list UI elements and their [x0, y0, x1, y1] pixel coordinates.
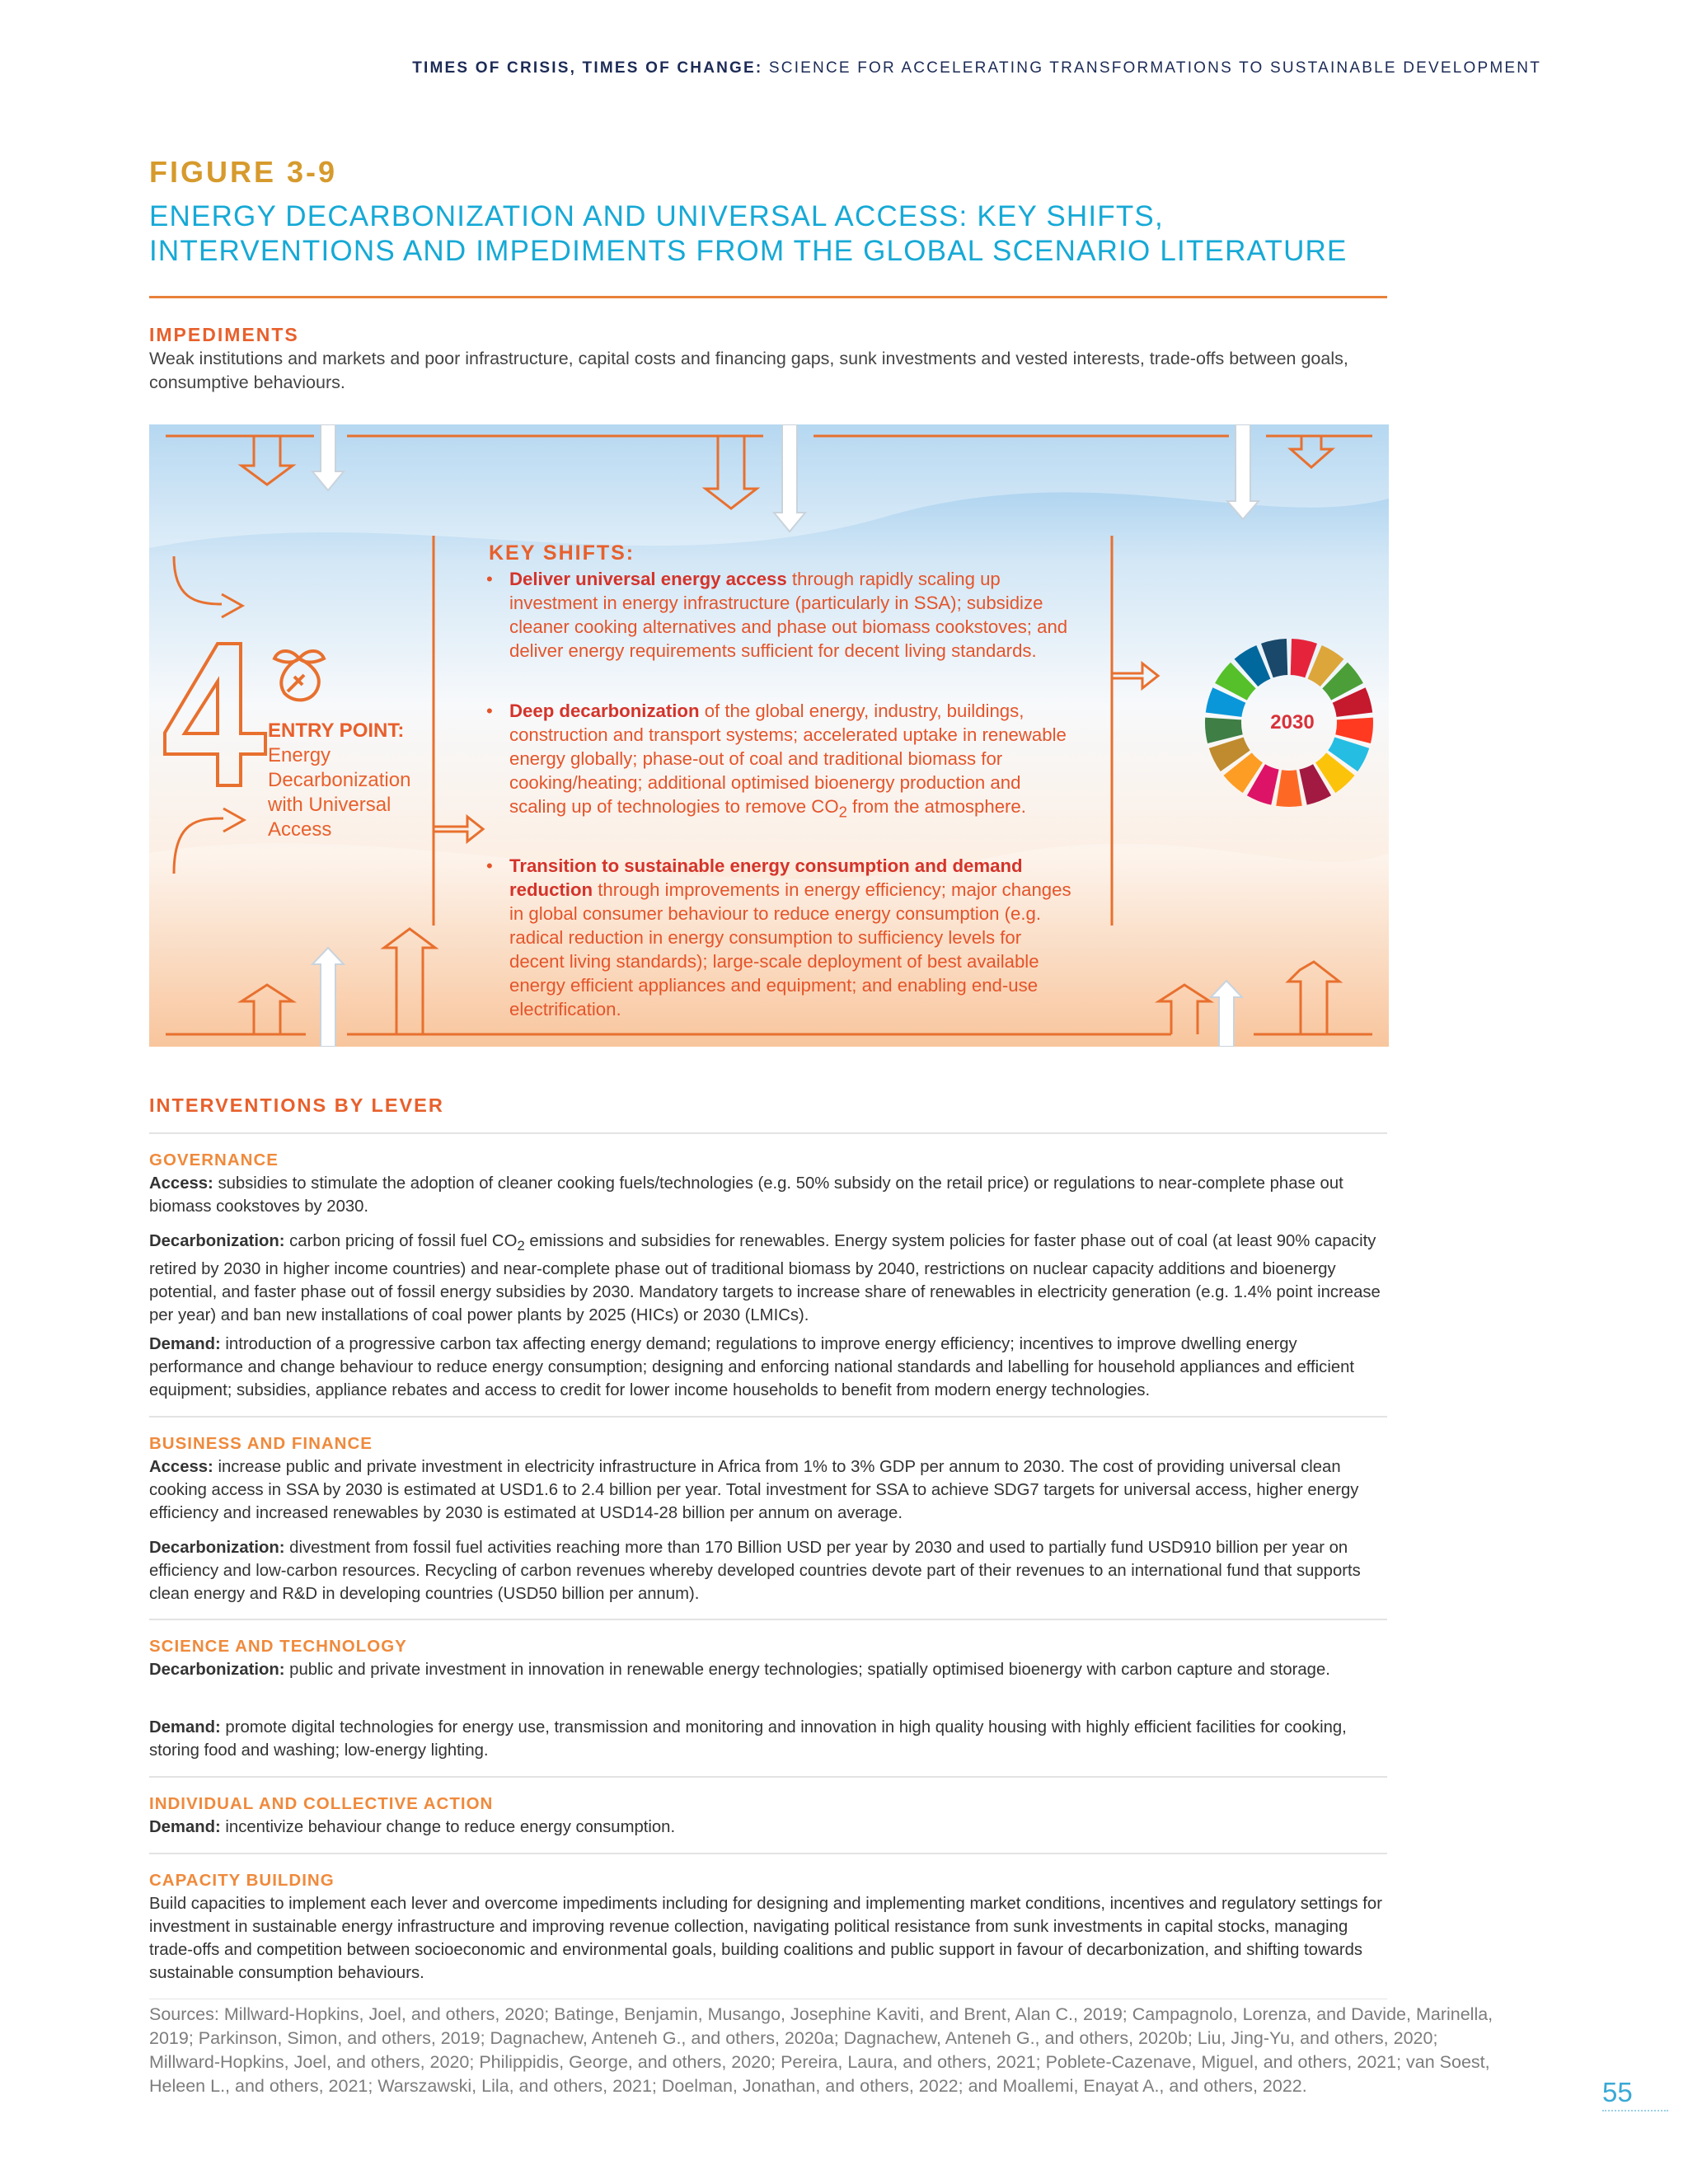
governance-demand-text: introduction of a progressive carbon tax affecting energy demand; regulations to improve energy efficiency; incentives to improve dwelling energy performance and change behaviour to reduce energy consumption; designing and enforcing national standards and labelling for household appliances and efficient equipment; subsidies, appliance rebates and access to credit for lower income households to benefit from modern energy technologies.	[149, 1335, 1355, 1399]
running-header-bold: TIMES OF CRISIS, TIMES OF CHANGE:	[412, 59, 763, 77]
figure-label: FIGURE 3-9	[149, 155, 338, 189]
impediments-heading: IMPEDIMENTS	[149, 324, 299, 345]
page-number-underline	[1602, 2110, 1668, 2111]
shift-1-text: through rapidly scaling up investment in energy infrastructure (particularly in SSA); subsidize cleaner cooking alternatives and phase out biomass cookstoves; and deliver energy requirements sufficient for decent living standards.	[509, 569, 1068, 661]
shift-2-tail: from the atmosphere.	[846, 796, 1026, 817]
governance-demand	[149, 1333, 1387, 1402]
sdg-segment	[1276, 770, 1301, 807]
science-demand-text: promote digital technologies for energy use, transmission and monitoring and innovation in high quality housing with highly efficient facilities for cooking, storing food and washing; low-energy lighting.	[149, 1718, 1347, 1760]
individual-action-heading: INDIVIDUAL AND COLLECTIVE ACTION	[149, 1794, 494, 1813]
science-decarb-label: Decarbonization:	[149, 1661, 285, 1679]
divider	[149, 1416, 1387, 1418]
shift-2-bold: Deep decarbonization	[509, 701, 700, 721]
governance-heading: GOVERNANCE	[149, 1151, 279, 1169]
title-divider	[149, 296, 1387, 298]
business-decarb-text: divestment from fossil fuel activities reaching more than 170 Billion USD per year by 2030 and used to partially fund USD910 billion per year on efficiency and low-carbon resources. Recycling of carbon revenues whereby developed countries devote part of their revenues to an international fund that supports clean energy and R&D in developing countries (USD50 billion per annum).	[149, 1539, 1361, 1603]
business-access	[149, 1455, 1387, 1525]
governance-decarb-sub: 2	[517, 1238, 525, 1254]
sources-text: Sources: Millward-Hopkins, Joel, and others, 2020; Batinge, Benjamin, Musango, Josephine Kaviti, and Brent, Alan C., 2019; Campagnolo, Lorenza, and Davide, Marinella, 2019; Parkinson, Simon, and others, 2019; Dagnachew, Anteneh G., and others, 2020a; Dagnachew, Anteneh G., and others, 2020b; Liu, Jing-Yu, and others, 2020; Millward-Hopkins, Joel, and others, 2020; Philippidis, George, and others, 2020; Pereira, Laura, and others, 2021; Poblete-Cazenave, Miguel, and others, 2021; van Soest, Heleen L., and others, 2021; Warszawski, Lila, and others, 2021; Doelman, Jonathan, and others, 2022; and Moallemi, Enayat A., and others, 2022.	[149, 2004, 1493, 2096]
business-finance-heading: BUSINESS AND FINANCE	[149, 1434, 373, 1453]
figure-title: ENERGY DECARBONIZATION AND UNIVERSAL ACCESS: KEY SHIFTS, INTERVENTIONS AND IMPEDIMENTS FROM THE GLOBAL SCENARIO LITERATURE	[149, 200, 1348, 267]
key-shift-3	[486, 854, 1080, 1021]
running-header-rest: SCIENCE FOR ACCELERATING TRANSFORMATIONS TO SUSTAINABLE DEVELOPMENT	[762, 59, 1541, 77]
governance-access-label: Access:	[149, 1174, 213, 1193]
shift-1-bold: Deliver universal energy access	[509, 569, 787, 589]
divider	[149, 1619, 1387, 1620]
business-access-label: Access:	[149, 1458, 213, 1476]
capacity-building-text: Build capacities to implement each lever and overcome impediments including for designing and implementing market conditions, incentives and regulatory settings for investment in sustainable energy infrastructure and improving revenue collection, navigating political resistance from sunk investments in capital stocks, managing trade-offs and competition between socioeconomic and environmental goals, building coalitions and public support in favour of decarbonization, and shifting towards sustainable consumption behaviours.	[149, 1895, 1382, 1982]
page-number: 55	[1602, 2077, 1633, 2107]
sdg-wheel-year: 2030	[1270, 711, 1315, 733]
energy-plug-icon	[266, 640, 332, 706]
business-decarb-label: Decarbonization:	[149, 1539, 285, 1557]
impediments-text: Weak institutions and markets and poor infrastructure, capital costs and financing gaps, sunk investments and vested interests, trade-offs between goals, consumptive behaviours.	[149, 349, 1348, 392]
divider	[149, 1776, 1387, 1778]
governance-decarbonization	[149, 1230, 1387, 1327]
shift-3-text: through improvements in energy efficiency; major changes in global consumer behaviour to reduce energy consumption (e.g. radical reduction in energy consumption to sufficiency levels for decent living standards); large-scale deployment of best available energy efficient appliances and equipment; and enabling end-use electrification.	[509, 879, 1071, 1019]
science-decarbonization	[149, 1658, 1387, 1681]
key-shift-1	[486, 567, 1080, 663]
science-demand-label: Demand:	[149, 1718, 221, 1736]
science-technology-heading: SCIENCE AND TECHNOLOGY	[149, 1637, 407, 1656]
entry-point-subtitle: Energy Decarbonization with Universal Access	[268, 744, 411, 841]
key-shift-2	[486, 699, 1080, 823]
governance-demand-label: Demand:	[149, 1335, 221, 1353]
shift-2-text: of the global energy, industry, buildings, construction and transport systems; accelerated uptake in renewable energy globally; phase-out of coal and traditional biomass for cooking/heating; additional optimised bioenergy production and scaling up of technologies to remove CO	[509, 701, 1067, 817]
individual-demand-text: incentivize behaviour change to reduce energy consumption.	[220, 1818, 676, 1836]
individual-demand-label: Demand:	[149, 1818, 221, 1836]
divider	[149, 1853, 1387, 1854]
divider	[149, 1132, 1387, 1134]
entry-point-heading: ENTRY POINT:	[268, 719, 405, 742]
bullet-icon: •	[486, 701, 493, 721]
business-decarbonization	[149, 1536, 1387, 1605]
governance-decarb-text-a: carbon pricing of fossil fuel CO	[284, 1232, 518, 1250]
running-header	[412, 59, 1541, 77]
shift-3-bold: Transition to sustainable energy consumption and demand reduction	[509, 855, 1023, 900]
bullet-icon: •	[486, 569, 493, 589]
governance-decarb-text-b: emissions and subsidies for renewables. Energy system policies for faster phase out of coal (at least 90% capacity retired by 2030 in higher income countries) and near-complete phase out of traditional biomass by 2040, restrictions on nuclear capacity additions and bioenergy potential, and faster phase out of fossil energy subsidies by 2030. Mandatory targets to increase share of renewables in electricity generation (e.g. 1.4% point increase per year) and ban new installations of coal power plants by 2025 (HICs) or 2030 (LMICs).	[149, 1232, 1381, 1325]
key-shifts-heading: KEY SHIFTS:	[489, 541, 635, 565]
governance-access-text: subsidies to stimulate the adoption of cleaner cooking fuels/technologies (e.g. 50% subsidy on the retail price) or regulations to near-complete phase out biomass cookstoves by 2030.	[149, 1174, 1343, 1216]
business-access-text: increase public and private investment in electricity infrastructure in Africa from 1% to 3% GDP per annum to 2030. The cost of providing universal clean cooking access in SSA by 2030 is estimated at USD1.6 to 2.4 billion per year. Total investment for SSA to achieve SDG7 targets for universal access, higher energy efficiency and increased renewables by 2030 is estimated at USD14-28 billion per annum on average.	[149, 1458, 1359, 1522]
entry-number-4-graphic	[160, 639, 275, 791]
interventions-heading: INTERVENTIONS BY LEVER	[149, 1094, 444, 1116]
capacity-building-heading: CAPACITY BUILDING	[149, 1871, 335, 1890]
governance-access	[149, 1172, 1387, 1218]
shift-2-subscript: 2	[838, 803, 847, 821]
governance-decarb-label: Decarbonization:	[149, 1232, 285, 1250]
science-decarb-text: public and private investment in innovation in renewable energy technologies; spatially optimised bioenergy with carbon capture and storage.	[284, 1661, 1330, 1679]
bullet-icon: •	[486, 855, 493, 876]
science-demand	[149, 1716, 1387, 1762]
individual-demand	[149, 1816, 1387, 1839]
